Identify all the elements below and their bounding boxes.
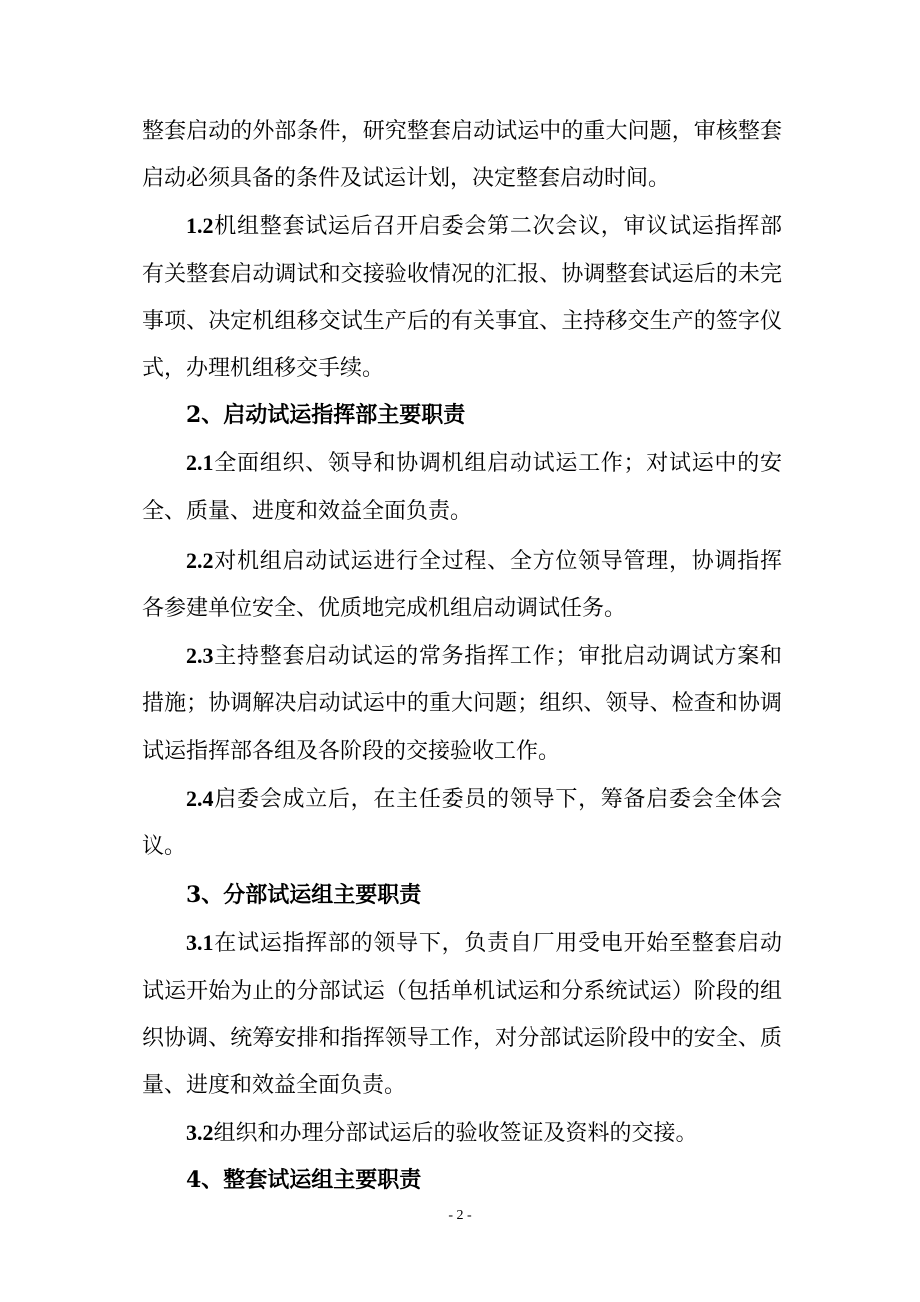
clause-number: 2.4 (186, 785, 214, 811)
section-heading-4 (142, 1157, 782, 1204)
paragraph-1-2 (142, 202, 782, 392)
paragraph-3-2 (142, 1109, 782, 1157)
paragraph-text: 主持整套启动试运的常务指挥工作；审批启动调试方案和措施；协调解决启动试运中的重大问题；组织、领导、检查和协调试运指挥部各组及各阶段的交接验收工作。 (142, 644, 782, 764)
heading-text: 4、整套试运组主要职责 (186, 1167, 422, 1194)
clause-number: 3.2 (186, 1120, 214, 1146)
clause-number: 2.2 (186, 547, 214, 573)
heading-text: 3、分部试运组主要职责 (186, 882, 422, 909)
section-heading-2 (142, 392, 782, 439)
paragraph-2-3 (142, 632, 782, 775)
clause-number: 1.2 (186, 213, 214, 239)
clause-number: 2.1 (186, 450, 214, 476)
paragraph-continuation (142, 108, 782, 202)
document-body (142, 108, 782, 1205)
paragraph-text: 整套启动的外部条件，研究整套启动试运中的重大问题，审核整套启动必须具备的条件及试运计划，决定整套启动时间。 (142, 119, 782, 192)
paragraph-text: 机组整套试运后召开启委会第二次会议，审议试运指挥部有关整套启动调试和交接验收情况的汇报、协调整套试运后的未完事项、决定机组移交试生产后的有关事宜、主持移交生产的签字仪式，办理机组移交手续。 (142, 214, 782, 382)
clause-number: 2.3 (186, 643, 214, 669)
paragraph-text: 启委会成立后，在主任委员的领导下，筹备启委会全体会议。 (142, 786, 782, 860)
paragraph-text: 组织和办理分部试运后的验收签证及资料的交接。 (213, 1121, 698, 1147)
paragraph-text: 对机组启动试运进行全过程、全方位领导管理，协调指挥各参建单位安全、优质地完成机组启动调试任务。 (142, 548, 782, 622)
heading-text: 2、启动试运指挥部主要职责 (186, 402, 466, 429)
paragraph-3-1 (142, 919, 782, 1109)
clause-number: 3.1 (186, 930, 214, 956)
paragraph-text: 全面组织、领导和协调机组启动试运工作；对试运中的安全、质量、进度和效益全面负责。 (142, 451, 782, 524)
page-number: - 2 - (448, 1208, 472, 1223)
paragraph-2-2 (142, 537, 782, 632)
paragraph-2-4 (142, 775, 782, 870)
paragraph-2-1 (142, 439, 782, 534)
paragraph-text: 在试运指挥部的领导下，负责自厂用受电开始至整套启动试运开始为止的分部试运（包括单机试运和分系统试运）阶段的组织协调、统筹安排和指挥领导工作，对分部试运阶段中的安全、质量、进度和效益全面负责。 (142, 931, 782, 1099)
section-heading-3 (142, 872, 782, 919)
